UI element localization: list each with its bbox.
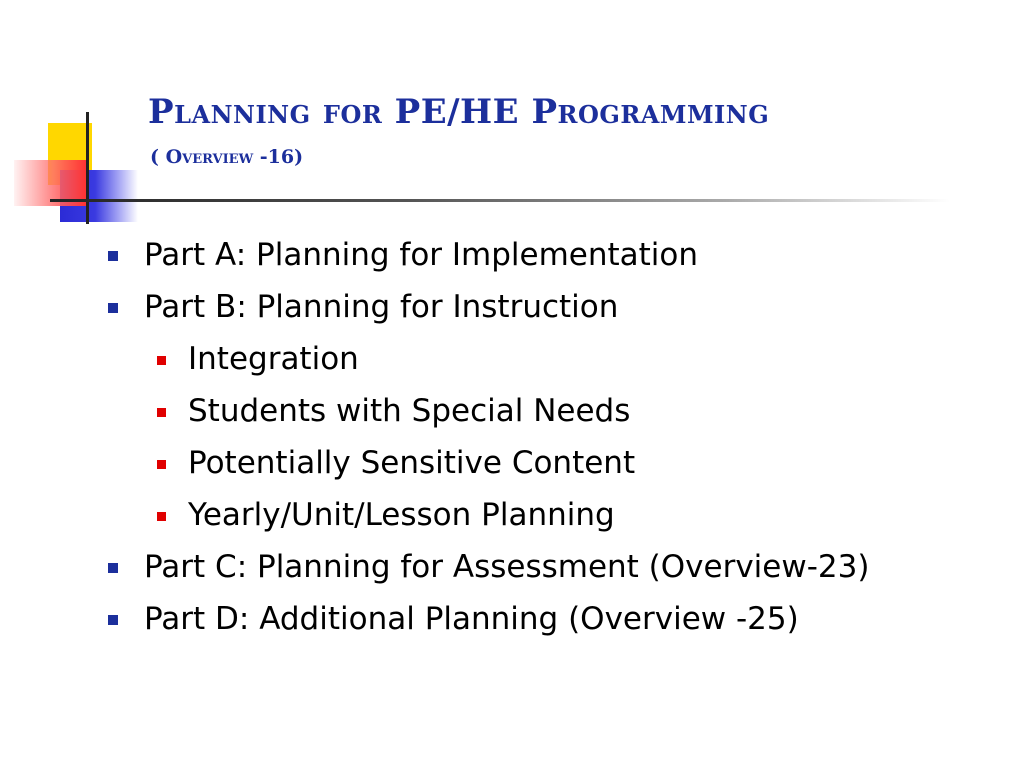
square-bullet-icon	[157, 356, 166, 365]
square-bullet-icon	[157, 408, 166, 417]
square-bullet-icon	[157, 512, 166, 521]
bullet-part-d	[100, 600, 930, 638]
title-underline-rule	[50, 199, 950, 202]
decorative-squares	[0, 0, 150, 230]
sub-bullet-planning	[100, 496, 930, 534]
bullet-list	[100, 236, 930, 652]
sub-bullet-integration	[100, 340, 930, 378]
square-bullet-icon	[108, 563, 118, 573]
bullet-text: Part D: Additional Planning (Overview -25)	[144, 601, 799, 637]
bullet-text: Part A: Planning for Implementation	[144, 237, 699, 273]
sub-bullet-sensitive-content	[100, 444, 930, 482]
sub-bullet-text: Yearly/Unit/Lesson Planning	[188, 497, 615, 533]
slide-subtitle: ( Overview -16)	[150, 146, 304, 168]
square-bullet-icon	[157, 460, 166, 469]
vertical-rule	[86, 112, 89, 224]
bullet-part-a	[100, 236, 930, 274]
slide-title: Planning for PE/HE Programming	[148, 92, 770, 132]
sub-bullet-special-needs	[100, 392, 930, 430]
square-bullet-icon	[108, 251, 118, 261]
square-bullet-icon	[108, 615, 118, 625]
sub-bullet-text: Integration	[188, 341, 359, 377]
sub-bullet-text: Students with Special Needs	[188, 393, 631, 429]
bullet-text: Part B: Planning for Instruction	[144, 289, 619, 325]
bullet-part-c	[100, 548, 930, 586]
square-bullet-icon	[108, 303, 118, 313]
bullet-part-b	[100, 288, 930, 326]
sub-bullet-text: Potentially Sensitive Content	[188, 445, 636, 481]
bullet-text: Part C: Planning for Assessment (Overview-23)	[144, 549, 870, 585]
